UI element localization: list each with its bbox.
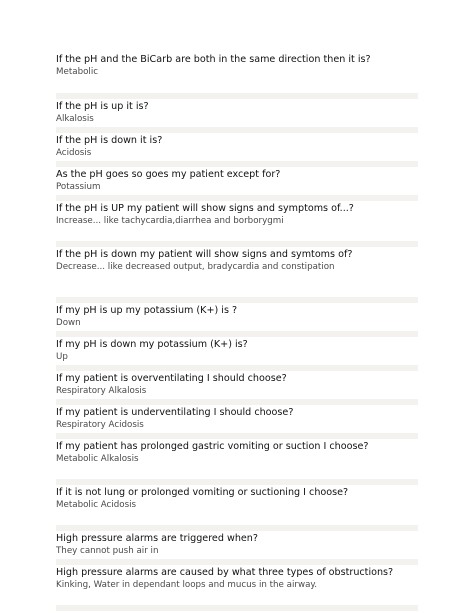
flashcard bbox=[56, 408, 418, 439]
flashcard bbox=[56, 374, 418, 405]
flashcard-answer: Kinking, Water in dependant loops and mucus in the airway. bbox=[56, 579, 318, 590]
flashcard bbox=[56, 55, 418, 99]
flashcard-question: If the pH is down my patient will show signs and symtoms of? bbox=[56, 249, 353, 260]
flashcard-answer: They cannot push air in bbox=[56, 545, 159, 556]
flashcard-answer: Respiratory Acidosis bbox=[56, 419, 144, 430]
flashcard-list bbox=[56, 55, 418, 611]
flashcard-answer: Down bbox=[56, 317, 81, 328]
flashcard bbox=[56, 488, 418, 531]
flashcard-question: If my patient is overventilating I should choose? bbox=[56, 373, 287, 384]
flashcard-question: If my patient is underventilating I should choose? bbox=[56, 407, 294, 418]
flashcard-question: If the pH is up it is? bbox=[56, 101, 149, 112]
flashcard-question: If the pH is UP my patient will show signs and symptoms of...? bbox=[56, 203, 354, 214]
flashcard bbox=[56, 102, 418, 133]
flashcard-question: If my pH is down my potassium (K+) is? bbox=[56, 339, 248, 350]
flashcard-question: High pressure alarms are caused by what three types of obstructions? bbox=[56, 567, 394, 578]
flashcard bbox=[56, 534, 418, 565]
flashcard-answer: Acidosis bbox=[56, 147, 92, 158]
flashcard-answer: Metabolic Alkalosis bbox=[56, 453, 139, 464]
flashcard-question: If it is not lung or prolonged vomiting or suctioning I choose? bbox=[56, 487, 349, 498]
flashcard bbox=[56, 204, 418, 247]
flashcard-answer: Increase... like tachycardia,diarrhea and borborygmi bbox=[56, 215, 284, 226]
flashcard-answer: Metabolic bbox=[56, 66, 99, 77]
flashcard bbox=[56, 170, 418, 201]
flashcard-question: High pressure alarms are triggered when? bbox=[56, 533, 258, 544]
flashcard bbox=[56, 442, 418, 485]
flashcard bbox=[56, 306, 418, 337]
flashcard bbox=[56, 340, 418, 371]
flashcard bbox=[56, 250, 418, 303]
flashcard-answer: Up bbox=[56, 351, 68, 362]
flashcard-answer: Potassium bbox=[56, 181, 101, 192]
flashcard-answer: Metabolic Acidosis bbox=[56, 499, 137, 510]
flashcard-answer: Alkalosis bbox=[56, 113, 94, 124]
flashcard-question: If the pH and the BiCarb are both in the same direction then it is? bbox=[56, 54, 371, 65]
flashcard-question: If my pH is up my potassium (K+) is ? bbox=[56, 305, 238, 316]
flashcard-question: If the pH is down it is? bbox=[56, 135, 163, 146]
flashcard-answer: Respiratory Alkalosis bbox=[56, 385, 147, 396]
flashcard-question: If my patient has prolonged gastric vomiting or suction I choose? bbox=[56, 441, 369, 452]
flashcard-answer: Decrease... like decreased output, bradycardia and constipation bbox=[56, 261, 335, 272]
flashcard bbox=[56, 568, 418, 611]
flashcard-question: As the pH goes so goes my patient except for? bbox=[56, 169, 281, 180]
flashcard bbox=[56, 136, 418, 167]
